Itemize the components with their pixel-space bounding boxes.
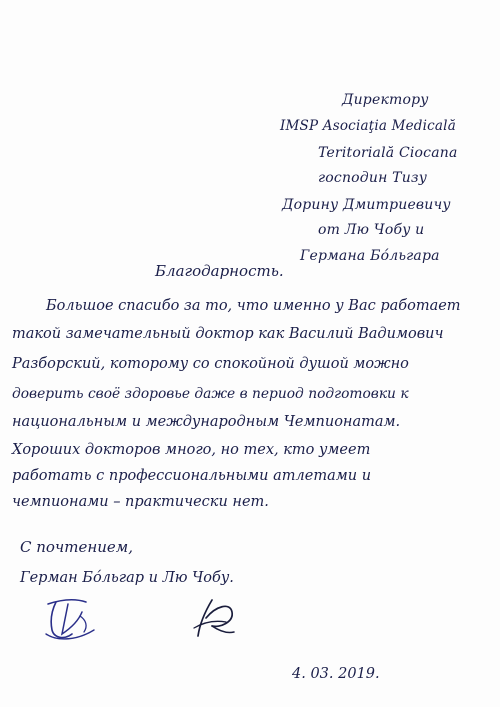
body-line-3: Разборский, которому со спокойной душой можно [12, 356, 409, 372]
addressee-line-4: господин Тизу [318, 170, 428, 186]
body-line-5: национальным и международным Чемпионатам. [12, 414, 401, 430]
body-line-7: работать с профессиональными атлетами и [12, 468, 372, 484]
addressee-line-2: IMSP Asociaţia Medicală [280, 118, 456, 134]
signature-german [38, 590, 108, 650]
letter-title: Благодарность. [155, 262, 284, 280]
addressee-line-6: от Лю Чобу и [318, 222, 425, 238]
signature-liu [186, 592, 246, 642]
addressee-line-1: Директору [342, 92, 429, 108]
signers-names: Герман Бóльгар и Лю Чобу. [20, 570, 234, 586]
closing-text: С почтением, [20, 538, 133, 556]
letter-date: 4. 03. 2019. [292, 666, 380, 682]
body-line-6: Хороших докторов много, но тех, кто умеет [12, 442, 371, 458]
body-line-1: Большое спасибо за то, что именно у Вас работает [46, 298, 461, 314]
addressee-line-5: Дорину Дмитриевичу [282, 197, 451, 213]
body-line-8: чемпионами – практически нет. [12, 494, 269, 510]
addressee-line-7: Германа Бóльгара [300, 248, 440, 264]
addressee-line-3: Teritorială Ciocana [318, 145, 458, 161]
body-line-2: такой замечательный доктор как Василий Вадимович [12, 326, 444, 342]
body-line-4: доверить своё здоровье даже в период подготовки к [12, 386, 409, 402]
